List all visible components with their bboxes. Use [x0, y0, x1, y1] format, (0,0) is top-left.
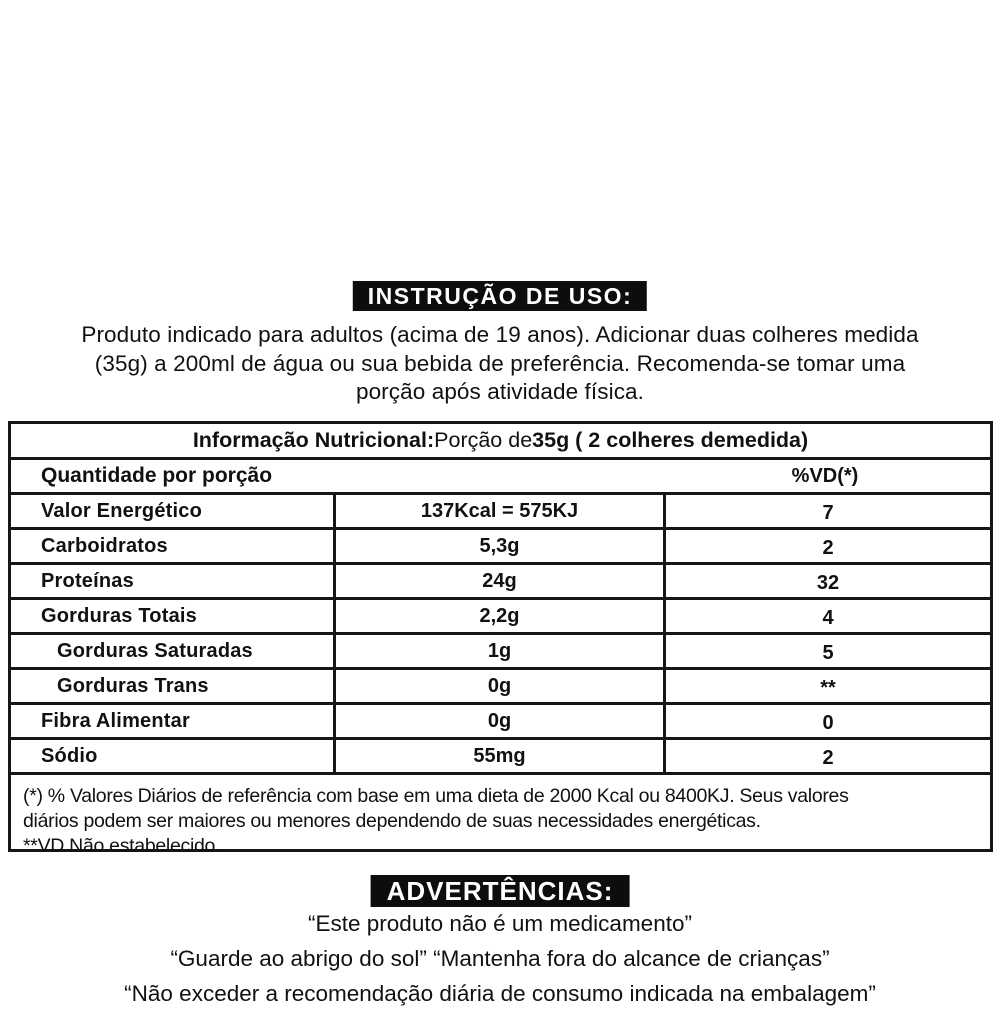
nutrient-amount: 5,3g	[336, 530, 666, 562]
warnings-title-bar: ADVERTÊNCIAS:	[371, 875, 630, 907]
table-row-gorduras-trans	[11, 670, 990, 705]
nutrient-name: Valor Energético	[11, 495, 336, 527]
nutrient-name: Carboidratos	[11, 530, 336, 562]
usage-instructions-line: Produto indicado para adultos (acima de 19 anos). Adicionar duas colheres medida	[81, 322, 919, 347]
nutrient-amount: 0g	[336, 670, 666, 702]
nutrient-daily-value: 7	[822, 501, 834, 524]
usage-instructions-line: porção após atividade física.	[355, 379, 645, 404]
nutrition-table-title-regular: Porção de	[434, 428, 533, 452]
table-row-sodio	[11, 740, 990, 775]
warning-line: “Guarde ao abrigo do sol” “Mantenha fora do alcance de crianças”	[170, 946, 830, 971]
nutrition-facts-table	[8, 421, 993, 857]
nutrient-daily-value: 32	[816, 571, 840, 594]
nutrient-daily-value: 0	[822, 711, 834, 734]
nutrient-amount: 1g	[336, 635, 666, 667]
nutrient-amount: 55mg	[336, 740, 666, 772]
table-row-carboidratos	[11, 530, 990, 565]
quantity-per-serving-header: Quantidade por porção	[41, 464, 273, 487]
daily-value-header: %VD(*)	[791, 464, 859, 487]
nutrient-daily-value: 5	[822, 641, 834, 664]
nutrient-name: Proteínas	[11, 565, 336, 597]
nutrient-amount: 2,2g	[336, 600, 666, 632]
footnote-line: **VD Não estabelecido.	[23, 835, 221, 857]
table-row-gorduras-totais	[11, 600, 990, 635]
usage-instructions-paragraph	[0, 321, 1000, 407]
nutrition-table-title-bold: Informação Nutricional:	[192, 428, 435, 452]
nutrient-amount: 0g	[336, 705, 666, 737]
nutrient-amount: 24g	[336, 565, 666, 597]
nutrient-daily-value: **	[820, 676, 836, 699]
nutrition-table-title	[11, 424, 990, 460]
usage-instructions-title-bar: INSTRUÇÃO DE USO:	[353, 281, 647, 311]
usage-instructions-line: (35g) a 200ml de água ou sua bebida de preferência. Recomenda-se tomar uma	[94, 350, 906, 376]
nutrient-name: Sódio	[11, 740, 336, 772]
footnote-line: diários podem ser maiores ou menores dependendo de suas necessidades energéticas.	[23, 810, 761, 832]
table-row-proteinas	[11, 565, 990, 600]
nutrient-name: Gorduras Saturadas	[11, 635, 336, 667]
nutrition-table-column-header	[11, 460, 990, 495]
warning-line: “Não exceder a recomendação diária de consumo indicada na embalagem”	[124, 981, 876, 1006]
nutrient-daily-value: 2	[822, 746, 834, 769]
daily-values-footnote	[11, 775, 990, 859]
nutrient-name: Gorduras Trans	[11, 670, 336, 702]
table-row-fibra-alimentar	[11, 705, 990, 740]
table-row-valor-energetico	[11, 495, 990, 530]
warning-line: “Este produto não é um medicamento”	[308, 911, 692, 936]
nutrient-amount: 137Kcal = 575KJ	[336, 495, 666, 527]
table-row-gorduras-saturadas	[11, 635, 990, 670]
warnings-list	[0, 911, 1000, 1016]
nutrient-name: Gorduras Totais	[11, 600, 336, 632]
nutrition-table-title-serving: 35g ( 2 colheres demedida)	[532, 428, 809, 452]
nutrient-daily-value: 4	[822, 606, 834, 629]
nutrient-name: Fibra Alimentar	[11, 705, 336, 737]
nutrient-daily-value: 2	[822, 536, 834, 559]
footnote-line: (*) % Valores Diários de referência com base em uma dieta de 2000 Kcal ou 8400KJ. Seus valores	[23, 785, 849, 807]
